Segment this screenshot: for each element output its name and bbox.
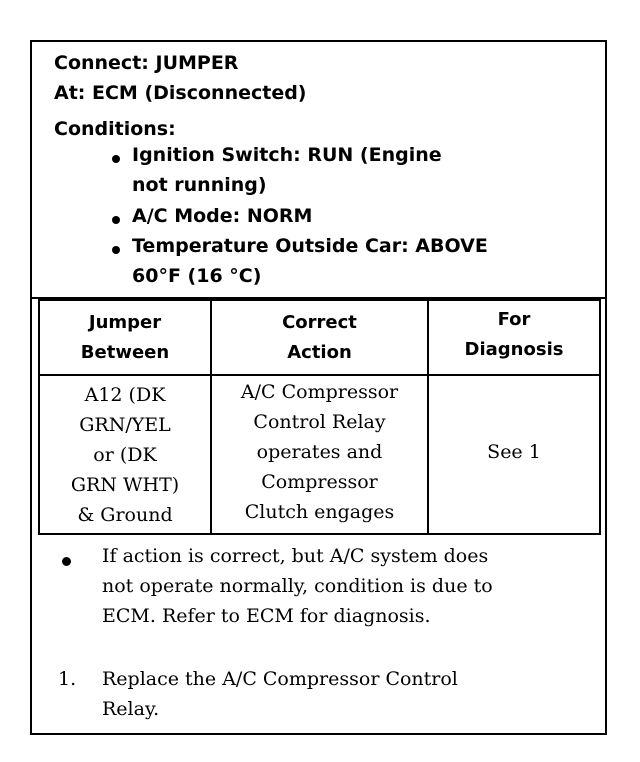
cell-for-diagnosis: See 1 (487, 441, 541, 463)
bullet-icon (112, 216, 120, 224)
bullet-icon (62, 557, 71, 566)
column-header-jumper (40, 308, 210, 368)
at-line: At: ECM (Disconnected) (54, 82, 307, 104)
cell-text: or (DK (93, 444, 157, 466)
cell-jumper-between (40, 380, 210, 530)
note-bullet-text: ECM. Refer to ECM for diagnosis. (102, 605, 431, 627)
test-conditions-header (32, 42, 605, 299)
note-bullet-text: If action is correct, but A/C system does (102, 545, 489, 567)
diagnosis-table (38, 299, 601, 535)
header-row-divider (38, 374, 601, 376)
column-header-action (212, 308, 427, 368)
cell-text: Control Relay (253, 411, 386, 433)
header-text: Correct (282, 312, 357, 333)
numbered-note-text: Relay. (102, 698, 160, 720)
cell-text: GRN/YEL (79, 414, 171, 436)
cell-text: A/C Compressor (240, 381, 399, 403)
header-text: Action (287, 342, 352, 363)
cell-text: operates and (256, 441, 383, 463)
bullet-icon (112, 246, 120, 254)
table-right-border (599, 299, 601, 535)
condition-ignition-cont: not running) (132, 174, 267, 196)
condition-temperature: Temperature Outside Car: ABOVE (132, 235, 488, 257)
header-text: For (497, 309, 531, 330)
cell-text: Clutch engages (244, 501, 395, 523)
diagnostic-table-document (30, 40, 607, 735)
numbered-marker: 1. (58, 668, 77, 690)
cell-correct-action (212, 377, 427, 527)
conditions-label: Conditions: (54, 118, 176, 140)
table-top-border (38, 299, 601, 301)
note-bullet-text: not operate normally, condition is due to (102, 575, 493, 597)
condition-ac-mode: A/C Mode: NORM (132, 205, 313, 227)
cell-text: A12 (DK (84, 384, 166, 406)
cell-text: Compressor (261, 471, 378, 493)
header-text: Diagnosis (464, 339, 564, 360)
connect-line: Connect: JUMPER (54, 52, 239, 74)
header-text: Jumper (88, 312, 162, 333)
cell-text: & Ground (77, 504, 173, 526)
bullet-icon (112, 155, 120, 163)
notes-section (32, 535, 605, 733)
column-header-diagnosis (429, 305, 599, 365)
condition-ignition: Ignition Switch: RUN (Engine (132, 144, 442, 166)
cell-text: GRN WHT) (70, 474, 180, 496)
numbered-note-text: Replace the A/C Compressor Control (102, 668, 458, 690)
condition-temperature-cont: 60°F (16 °C) (132, 265, 262, 287)
header-text: Between (80, 342, 170, 363)
